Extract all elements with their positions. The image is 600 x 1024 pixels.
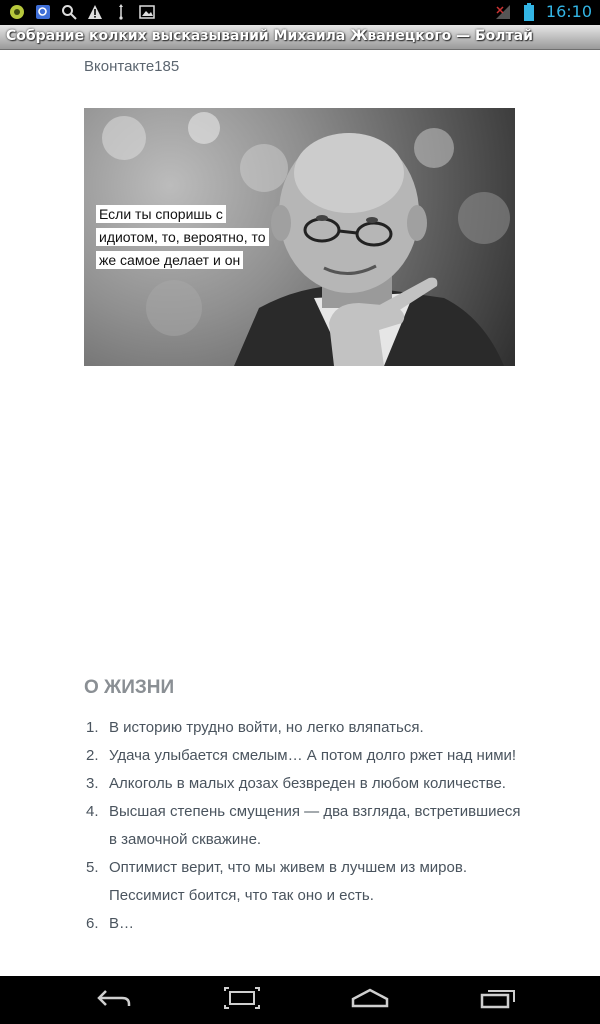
battery-icon bbox=[520, 3, 538, 21]
navigation-bar bbox=[0, 976, 600, 1024]
recents-icon bbox=[480, 987, 516, 1014]
page-title: Собрание колких высказываний Михаила Жванецкого — Болтай bbox=[6, 28, 533, 44]
screenshot-button[interactable] bbox=[222, 986, 262, 1014]
list-item-text: В… bbox=[109, 915, 135, 932]
quote-photo bbox=[84, 108, 515, 366]
status-bar bbox=[0, 0, 600, 25]
list-item-text: Оптимист верит, что мы живем в лучшем из миров. Пессимист боится, что так оно и есть. bbox=[109, 859, 467, 904]
list-item-text: Высшая степень смущения — два взгляда, встретившиеся в замочной скважине. bbox=[109, 803, 521, 848]
quick-search-icon bbox=[34, 3, 52, 21]
photo-caption: Если ты споришь с идиотом, то, вероятно, то же самое делает и он bbox=[96, 203, 276, 272]
list-item-number: 3. bbox=[86, 775, 99, 792]
list-item bbox=[84, 798, 524, 854]
article-content[interactable] bbox=[0, 50, 600, 976]
section-title: О ЖИЗНИ bbox=[84, 677, 175, 698]
back-icon bbox=[96, 987, 132, 1014]
app-icon bbox=[8, 3, 26, 21]
usb-icon bbox=[112, 3, 130, 21]
list-item-number: 4. bbox=[86, 803, 99, 820]
warning-icon bbox=[86, 3, 104, 21]
list-item bbox=[84, 854, 524, 910]
list-item-number: 2. bbox=[86, 747, 99, 764]
list-item bbox=[84, 742, 524, 770]
list-item-number: 5. bbox=[86, 859, 99, 876]
list-item-number: 6. bbox=[86, 915, 99, 932]
quotes-list bbox=[84, 714, 524, 938]
list-item bbox=[84, 770, 524, 798]
list-item-text: Алкоголь в малых дозах безвреден в любом количестве. bbox=[109, 775, 506, 792]
image-icon bbox=[138, 3, 156, 21]
signal-icon bbox=[494, 3, 512, 21]
home-icon bbox=[351, 987, 389, 1014]
list-item-number: 1. bbox=[86, 719, 99, 736]
back-button[interactable] bbox=[94, 986, 134, 1014]
search-icon bbox=[60, 3, 78, 21]
list-item bbox=[84, 714, 524, 742]
list-item-text: Удача улыбается смелым… А потом долго ржет над ними! bbox=[109, 747, 517, 764]
article-source: Вконтакте185 bbox=[84, 58, 180, 75]
list-item-text: В историю трудно войти, но легко вляпаться. bbox=[109, 719, 424, 736]
recents-button[interactable] bbox=[478, 986, 518, 1014]
home-button[interactable] bbox=[350, 986, 390, 1014]
clock: 16:10 bbox=[545, 2, 592, 21]
list-item bbox=[84, 910, 524, 938]
title-bar bbox=[0, 25, 600, 50]
screenshot-icon bbox=[224, 987, 260, 1014]
